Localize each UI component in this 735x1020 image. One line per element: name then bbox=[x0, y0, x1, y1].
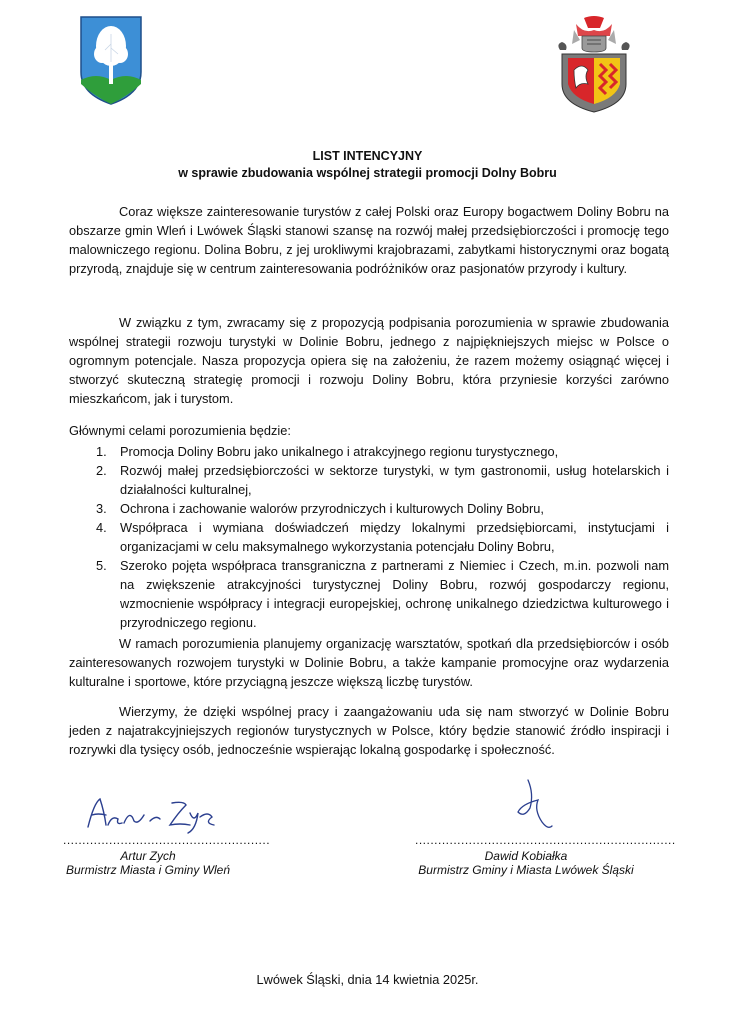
paragraph-1-text: Coraz większe zainteresowanie turystów z całej Polski oraz Europy bogactwem Doliny Bobru na obszarze gmin Wleń i Lwówek Śląski stanowi szansę na rozwój małej przedsiębiorczości i promocję tego malowniczego regionu. Dolina Bobru, z jej urokliwymi krajobrazami, zabytkami historycznymi oraz bogatą przyrodą, znajduje się w centrum zainteresowania podróżników oraz pasjonatów przyrody i kultury. bbox=[69, 204, 669, 276]
list-item bbox=[96, 556, 669, 632]
handwritten-signature-left bbox=[68, 795, 228, 833]
list-item-text: Szeroko pojęta współpraca transgraniczna z partnerami z Niemiec i Czech, m.in. pozwoli nam na zwiększenie atrakcyjności turystycznej Doliny Bobru, rozwój gospodarczy regionu, wzmocnienie współpracy i integracji europejskiej, ochronę unikalnego dziedzictwa kulturowego i przyrodniczego regionu. bbox=[120, 558, 669, 630]
letter-subtitle: w sprawie zbudowania wspólnej strategii promocji Dolny Bobru bbox=[178, 166, 557, 180]
list-item-number: 1. bbox=[96, 444, 107, 459]
signature-block-left bbox=[63, 795, 271, 877]
list-item-text: Promocja Doliny Bobru jako unikalnego i atrakcyjnego regionu turystycznego, bbox=[120, 444, 559, 459]
list-item bbox=[96, 518, 669, 556]
paragraph-2 bbox=[69, 313, 669, 408]
lwowek-slaski-coat-of-arms-icon bbox=[554, 14, 634, 114]
paragraph-3-text: W ramach porozumienia planujemy organizację warsztatów, spotkań dla przedsiębiorców i osób zainteresowanych rozwojem turystyki w Dolinie Bobru, a także kampanie promocyjne oraz wydarzenia kulturalne i sportowe, które przyciągną jeszcze większą liczbę turystów. bbox=[69, 636, 669, 689]
letter-title: LIST INTENCYJNY bbox=[312, 149, 423, 163]
signatory-name-right: Dawid Kobiałka bbox=[484, 849, 568, 863]
goals-list bbox=[96, 442, 669, 632]
list-item-text: Rozwój małej przedsiębiorczości w sektorze turystyki, w tym gastronomii, usług hotelarskich i działalności kulturalnej, bbox=[120, 463, 669, 497]
signatory-role-left: Burmistrz Miasta i Gminy Wleń bbox=[65, 863, 231, 877]
list-item-number: 4. bbox=[96, 520, 107, 535]
signature-line-left: ...................................................... bbox=[63, 833, 271, 847]
list-item bbox=[96, 499, 669, 518]
goals-intro: Głównymi celami porozumienia będzie: bbox=[69, 423, 291, 438]
paragraph-2-text: W związku z tym, zwracamy się z propozycją podpisania porozumienia w sprawie zbudowania wspólnej strategii rozwoju turystyki w Dolinie Bobru, jednego z najpiękniejszych miejsc w Polsce o ogromnym potencjale. Nasza propozycja opiera się na założeniu, że razem możemy osiągnąć więcej i stworzyć skuteczną strategię promocji i rozwoju Doliny Bobru, która przyniesie korzyści zarówno mieszkańcom, jak i turystom. bbox=[69, 315, 669, 406]
paragraph-1 bbox=[69, 202, 669, 278]
handwritten-signature-right bbox=[426, 778, 626, 833]
signature-line-right: .................................................................... bbox=[415, 833, 676, 847]
list-item-number: 2. bbox=[96, 463, 107, 478]
list-item-text: Ochrona i zachowanie walorów przyrodniczych i kulturowych Doliny Bobru, bbox=[120, 501, 544, 516]
list-item bbox=[96, 461, 669, 499]
signatory-role-right: Burmistrz Gminy i Miasta Lwówek Śląski bbox=[418, 863, 634, 877]
paragraph-3 bbox=[69, 634, 669, 691]
signature-block-right bbox=[415, 778, 676, 877]
list-item bbox=[96, 442, 669, 461]
paragraph-4-text: Wierzymy, że dzięki wspólnej pracy i zaangażowaniu uda się nam stworzyć w Dolinie Bobru jeden z najatrakcyjniejszych regionów turystycznych w Polsce, który będzie stanowić źródło inspiracji i rozrywki dla tysięcy osób, jednocześnie wspierając lokalną gospodarkę i społeczność. bbox=[69, 704, 669, 757]
list-item-number: 3. bbox=[96, 501, 107, 516]
signatory-name-left: Artur Zych bbox=[120, 849, 176, 863]
list-item-number: 5. bbox=[96, 558, 107, 573]
paragraph-4 bbox=[69, 702, 669, 759]
list-item-text: Współpraca i wymiana doświadczeń między lokalnymi przedsiębiorcami, instytucjami i organizacjami w celu maksymalnego wykorzystania potencjału Doliny Bobru, bbox=[120, 520, 669, 554]
place-and-date: Lwówek Śląski, dnia 14 kwietnia 2025r. bbox=[256, 972, 479, 987]
wlen-coat-of-arms-icon bbox=[78, 14, 144, 106]
